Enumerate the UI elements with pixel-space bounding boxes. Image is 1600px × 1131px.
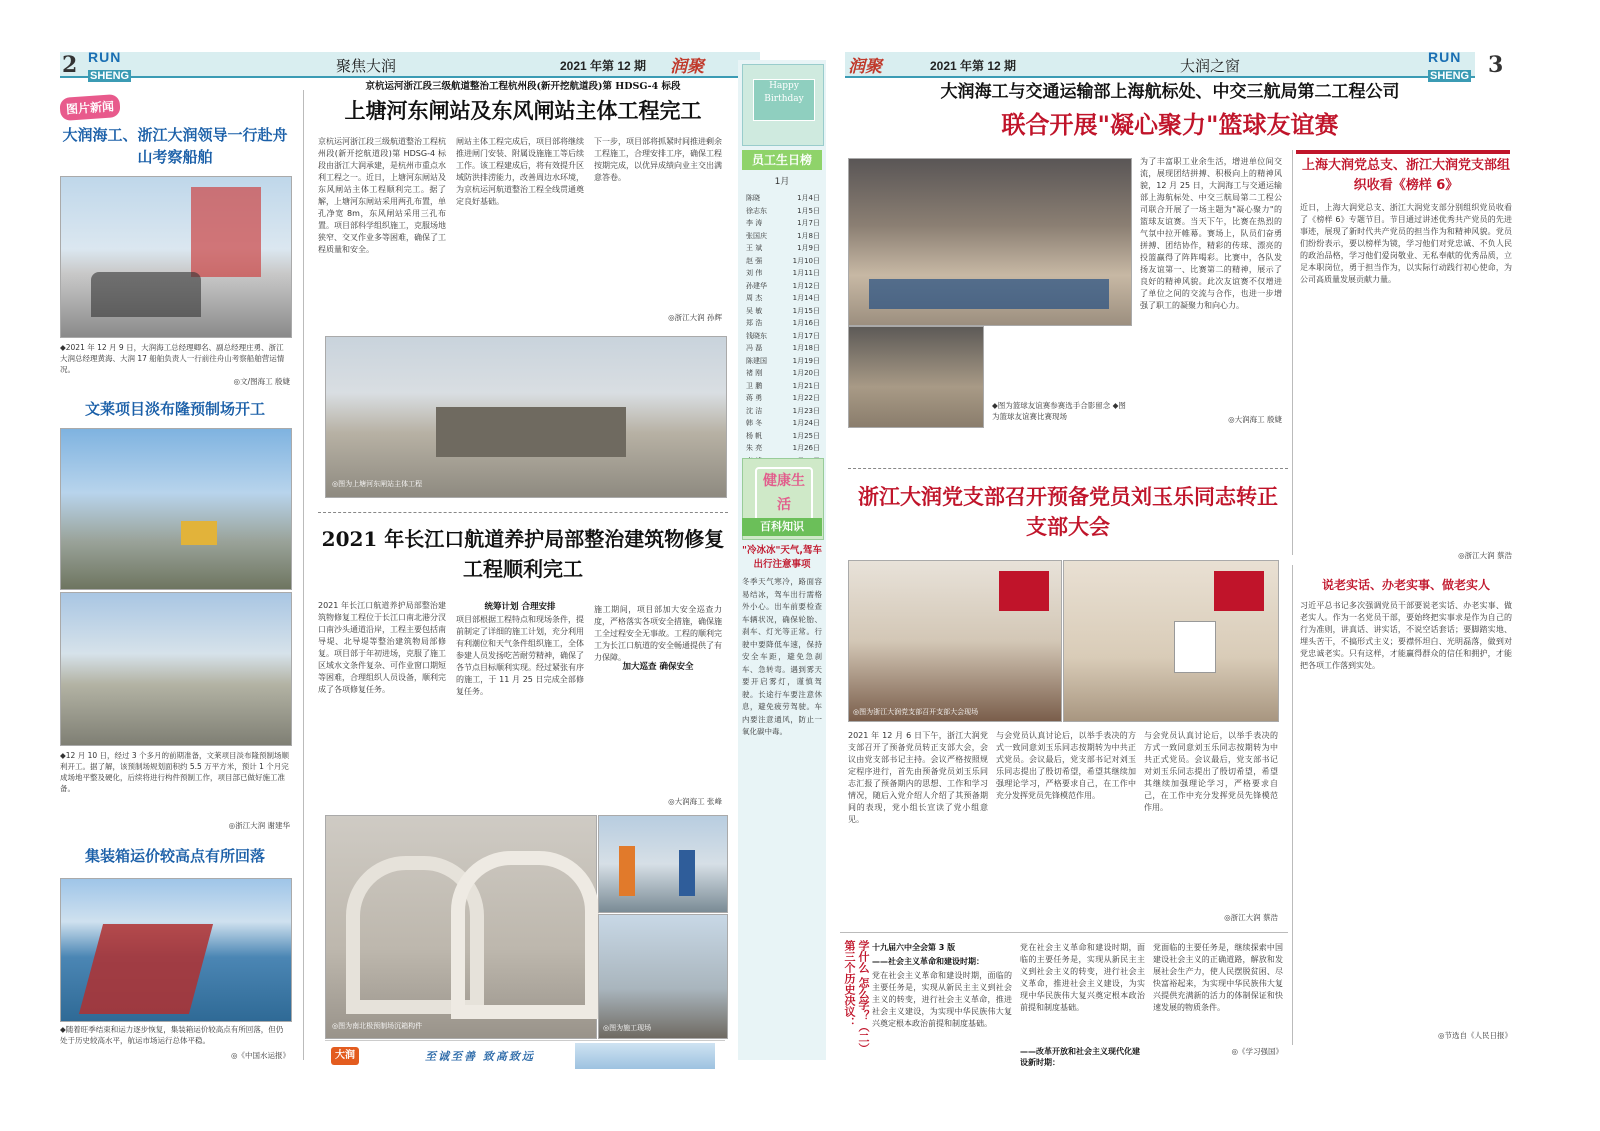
birthday-name: 李 涛 xyxy=(746,219,763,227)
article1-photo: ◎图为上塘河东闸站主体工程 xyxy=(325,336,727,498)
history-top-rule xyxy=(840,932,1288,933)
history-signature: ◎《学习强国》 xyxy=(1231,1047,1283,1056)
article2-subhead1: 统筹计划 合理安排 xyxy=(484,602,556,612)
article2-signature: ◎大润海工 张峰 xyxy=(668,797,722,806)
tip-body: 冬季天气寒冷，路面容易结冰，驾车出行需格外小心。出车前要检查车辆状况，确保轮胎、刹车、灯光等正常。行驶中要降低车速，保持安全车距，避免急刹车、急转弯。遇到雾天要开启雾灯，谨慎驾驶。长途行车要注意休息，避免疲劳驾驶。车内要注意通风，防止一氧化碳中毒。 xyxy=(742,577,822,736)
news2-photo-2 xyxy=(60,592,292,746)
left-header-bar xyxy=(60,49,760,82)
birthday-date: 1月25日 xyxy=(792,431,820,440)
honesty-title: 说老实话、办老实事、做老实人 xyxy=(1321,578,1490,592)
birthday-row xyxy=(744,380,822,393)
party-flag-2 xyxy=(1214,571,1264,611)
birthday-name: 赵 强 xyxy=(746,256,763,265)
news3-caption: ◆随着旺季结束和运力逐步恢复，集装箱运价较高点有所回落，但仍处于历史较高水平，航运市场运行总体平稳。 xyxy=(60,1025,284,1045)
birthday-month: 1月 xyxy=(774,177,790,187)
birthday-name: 杨 帆 xyxy=(746,431,763,440)
article1-kicker: 京杭运河浙江段三级航道整治工程杭州段(新开挖航道段)第 HDSG-4 标段 xyxy=(365,81,681,92)
footer-slogan: 至诚至善 致高致远 xyxy=(425,1050,535,1063)
birthday-row xyxy=(744,430,822,443)
birthday-name: 韩 冬 xyxy=(746,419,763,427)
article2-subhead2: 加大巡查 确保安全 xyxy=(622,662,694,672)
bangyang-body: 近日，上海大润党总支、浙江大润党支部分别组织党员收看了《榜样 6》专题节目。节目通过讲述优秀共产党员的先进事迹，展现了新时代共产党员的担当作为和精神风貌。党员们纷纷表示，要以榜样为镜，学习他们对党忠诚、不负人民的政治品格，学习他们爱岗敬业、无私奉献的优秀品质，立足本职岗位，勇于担当作为，以实际行动践行初心使命，为公司高质量发展贡献力量。 xyxy=(1300,203,1512,284)
birthday-row xyxy=(744,230,822,243)
article1-body-col2: 闸站主体工程完成后，项目部将继续推进闸门安装、附属设施施工等后续工作。该工程建成后，将有效提升区域防洪排涝能力，改善周边水环境，为京杭运河航道整治工程全线贯通奠定良好基础。 xyxy=(456,137,584,206)
birthday-date: 1月4日 xyxy=(797,194,820,202)
birthday-card xyxy=(742,64,824,146)
basketball-photo-caption: ◆图为篮球友谊赛参赛选手合影留念 ◆图为篮球友谊赛比赛现场 xyxy=(992,401,1126,421)
article2-photo-1: ◎图为南北极预制场沉箱构件 xyxy=(325,815,597,1039)
birthday-name: 陈晓 xyxy=(746,194,760,202)
history-sub1: ——社会主义革命和建设时期： xyxy=(872,957,984,966)
right-column-divider-2 xyxy=(1292,565,1293,1045)
history-body1: 党在社会主义革命和建设时期，面临的主要任务是，实现从新民主主义到社会主义的转变，进行社会主义革命，推进社会主义建设，为实现中华民族伟大复兴奠定根本政治前提和制度基础。 xyxy=(872,971,1012,1028)
birthday-name: 刘 伟 xyxy=(746,269,763,277)
article-divider xyxy=(318,512,728,513)
birthday-name: 朱 亮 xyxy=(746,444,763,452)
excavator xyxy=(181,521,217,545)
basketball-subtitle: 联合开展"凝心聚力"篮球友谊赛 xyxy=(1001,111,1339,139)
birthday-row xyxy=(744,405,822,418)
birthday-name: 卫 鹏 xyxy=(746,381,763,390)
news2-photo-1 xyxy=(60,428,292,590)
article2-title: 2021 年长江口航道养护局部整治建筑物修复工程顺利完工 xyxy=(321,527,725,581)
birthday-date: 1月23日 xyxy=(792,406,820,415)
birthday-row xyxy=(744,417,822,430)
birthday-title: 员工生日榜 xyxy=(742,150,822,170)
basketball-body: 为了丰富职工业余生活，增进单位间交流，展现团结拼搏、积极向上的精神风貌，12 月 25 日，大润海工与交通运输部上海航标处、中交三航局第二工程公司联合开展了一场主题为"凝心聚力"的篮球友谊赛。当天下午，比赛在热烈的气氛中拉开帷幕。赛场上，队员们奋勇拼搏、团结协作，精彩的传球、漂亮的投篮赢得了阵阵喝彩。比赛中，各队发扬友谊第一、比赛第二的精神，展示了良好的精神风貌。此次友谊赛不仅增进了单位之间的交流与合作，也进一步增强了职工的凝聚力和向心力。 xyxy=(1140,157,1282,310)
news1-caption: ◆2021 年 12 月 9 日，大润海工总经理卿名、副总经理庄勇、浙江大润总经理黄海、大润 17 船舶负责人一行前往舟山考察船舶营运情况。 xyxy=(60,343,285,374)
footer-skyline xyxy=(575,1043,715,1069)
bangyang-signature: ◎浙江大润 蔡浩 xyxy=(1458,551,1512,560)
right-column-rule xyxy=(1296,150,1510,154)
birthday-date: 1月17日 xyxy=(792,331,820,340)
birthday-row xyxy=(744,442,822,455)
right-section-title: 大润之窗 xyxy=(1180,57,1241,75)
birthday-date: 1月15日 xyxy=(792,306,820,315)
news1-signature: ◎文/图海工 殷婕 xyxy=(233,377,290,386)
ship-structure xyxy=(191,187,261,277)
birthday-date: 1月16日 xyxy=(792,319,820,327)
right-issue: 2021 年第 12 期 xyxy=(930,59,1017,73)
birthday-row xyxy=(744,292,822,305)
right-runsheng-logo: RUN SHENG xyxy=(1428,49,1470,82)
birthday-date: 1月18日 xyxy=(792,344,820,352)
birthday-date: 1月22日 xyxy=(792,394,820,402)
birthday-date: 1月26日 xyxy=(792,444,820,452)
worker-1 xyxy=(619,846,635,896)
birthday-date: 1月10日 xyxy=(792,256,820,265)
birthday-name: 钱晓东 xyxy=(746,331,767,340)
birthday-name: 褚 刚 xyxy=(746,369,763,377)
birthday-date: 1月9日 xyxy=(797,244,820,252)
article1-body-col3: 下一步，项目部将抓紧时间推进剩余工程施工，合理安排工序，确保工程按期完成，以优异成绩向业主交出满意答卷。 xyxy=(594,137,722,182)
health-subtitle: 百科知识 xyxy=(742,518,822,536)
birthday-name: 吴 敏 xyxy=(746,306,763,315)
birthday-row xyxy=(744,330,822,343)
birthday-row xyxy=(744,255,822,268)
right-page-number: 3 xyxy=(1488,52,1504,78)
left-runsheng-logo: RUN SHENG xyxy=(88,49,130,82)
birthday-name: 孙建华 xyxy=(746,281,767,290)
right-brand: 润聚 xyxy=(848,57,882,77)
party-flag xyxy=(999,571,1049,611)
history-body1-cont: 党在社会主义革命和建设时期，面临的主要任务是，实现从新民主主义到社会主义的转变，进行社会主义革命，推进社会主义建设，为实现中华民族伟大复兴奠定根本政治前提和制度基础。 xyxy=(1020,943,1145,1012)
party-title: 浙江大润党支部召开预备党员刘玉乐同志转正支部大会 xyxy=(858,485,1278,539)
tanker-ship xyxy=(79,924,213,1014)
ballot-box xyxy=(1174,621,1216,673)
birthday-row xyxy=(744,305,822,318)
bangyang-title: 上海大润党总支、浙江大润党支部组织收看《榜样 6》 xyxy=(1301,158,1510,193)
party-body-col2: 与会党员认真讨论后，以举手表决的方式一致同意刘玉乐同志按期转为中共正式党员。会议最后，党支部书记对刘玉乐同志提出了殷切希望，希望其继续加强理论学习，严格要求自己，在工作中充分发挥党员先锋模范作用。 xyxy=(996,731,1136,800)
birthday-date: 1月7日 xyxy=(797,219,820,227)
birthday-row xyxy=(744,355,822,368)
birthday-name: 张国庆 xyxy=(746,231,767,240)
history-body2: 党面临的主要任务是，继续探索中国建设社会主义的正确道路，解放和发展社会生产力，使人民摆脱贫困、尽快富裕起来，为实现中华民族伟大复兴提供充满新的活力的体制保证和快速发展的物质条件。 xyxy=(1153,943,1283,1012)
happy-birthday-graphic: Happy Birthday xyxy=(753,79,815,121)
birthday-row xyxy=(744,342,822,355)
birthday-name: 郑 浩 xyxy=(746,319,763,327)
birthday-row xyxy=(744,367,822,380)
honesty-signature: ◎节选自《人民日报》 xyxy=(1437,1031,1512,1040)
basketball-photo-1 xyxy=(848,158,1132,326)
news2-signature: ◎浙江大润 谢建华 xyxy=(228,821,290,830)
birthday-date: 1月11日 xyxy=(792,269,820,277)
article2-body-col2: 项目部根据工程特点和现场条件，提前制定了详细的施工计划，充分利用有利潮位和天气条件组织施工，全体参建人员发扬吃苦耐劳精神，确保了各节点目标顺利实现。经过紧张有序的施工，于 11 月 25 日完成全部修复任务。 xyxy=(456,615,584,696)
article2-body-col3a: 施工期间，项目部加大安全巡查力度，严格落实各项安全措施，确保施工全过程安全无事故。工程的顺利完工为长江口航道的安全畅通提供了有力保障。 xyxy=(594,605,722,662)
birthday-date: 1月14日 xyxy=(792,294,820,302)
health-life-graphic: 健康生活 xyxy=(755,467,813,525)
left-brand: 润聚 xyxy=(670,57,704,77)
left-footer-slogan-bar xyxy=(325,1040,725,1071)
news3-signature: ◎《中国水运报》 xyxy=(230,1051,290,1060)
left-section-title: 聚焦大润 xyxy=(336,57,397,75)
birthday-date: 1月20日 xyxy=(792,369,820,377)
birthday-row xyxy=(744,192,822,205)
birthday-date: 1月21日 xyxy=(792,381,820,390)
birthday-date: 1月8日 xyxy=(797,231,820,240)
article1-signature: ◎浙江大润 孙辉 xyxy=(668,313,722,322)
right-column-divider xyxy=(1292,150,1293,555)
birthday-row xyxy=(744,280,822,293)
birthday-date: 1月24日 xyxy=(792,419,820,427)
left-column-divider xyxy=(303,90,304,1060)
left-page-number: 2 xyxy=(62,52,78,78)
article1-title: 上塘河东闸站及东风闸站主体工程完工 xyxy=(344,98,702,123)
news1-photo xyxy=(60,176,292,338)
birthday-row xyxy=(744,392,822,405)
news2-caption: ◆12 月 10 日，经过 3 个多月的前期准备，文莱项目淡布隆预制场顺利开工。据了解，该预制场规划面积约 5.5 万平方米，预计 1 个月完成场地平整及硬化，后续将进行构件预制工作，项目部已做好施工准备。 xyxy=(60,751,290,793)
party-body-col1: 2021 年 12 月 6 日下午，浙江大润党支部召开了预备党员转正支部大会，会议由党支部书记主持。会议严格按照规定程序进行，首先由预备党员刘玉乐同志汇报了预备期内的思想、工作和学习情况，随后入党介绍人介绍了其预备期间的表现，党小组长宣读了党小组意见。 xyxy=(848,731,988,824)
tip-title: "冷冰冰"天气,驾车出行注意事项 xyxy=(742,545,823,570)
article2-photo-3: ◎图为施工现场 xyxy=(598,914,728,1039)
birthday-row xyxy=(744,217,822,230)
party-body-col3: 与会党员认真讨论后，以举手表决的方式一致同意刘玉乐同志按期转为中共正式党员。会议最后，党支部书记对刘玉乐同志提出了殷切希望，希望其继续加强理论学习，严格要求自己，在工作中充分发挥党员先锋模范作用。 xyxy=(1144,731,1278,812)
birthday-row xyxy=(744,267,822,280)
birthday-name: 蒋 勇 xyxy=(746,394,763,402)
news3-title: 集装箱运价较高点有所回落 xyxy=(84,847,265,865)
honesty-body: 习近平总书记多次强调党员干部要说老实话、办老实事、做老实人。作为一名党员干部，要始终把实事求是作为自己的行为准则，讲真话、讲实话，不说空话套话；要脚踏实地、埋头苦干，不搞形式主义；要襟怀坦白、光明磊落，做到对党忠诚老实。只有这样，才能赢得群众的信任和拥护，才能把各项工作落到实处。 xyxy=(1300,601,1512,670)
basketball-photo-2 xyxy=(848,326,984,428)
basketball-signature: ◎大润海工 殷婕 xyxy=(1228,415,1282,424)
birthday-name: 王 斌 xyxy=(746,244,763,252)
birthday-date: 1月5日 xyxy=(797,206,820,215)
basketball-title: 大润海工与交通运输部上海航标处、中交三航局第二工程公司 xyxy=(940,82,1400,102)
news3-photo xyxy=(60,878,292,1022)
team-group xyxy=(869,279,1109,309)
article2-body-col1: 2021 年长江口航道养护局部整治建筑物修复工程位于长江口南北港分汊口南沙头通道沿岸，工程主要包括南导堤、北导堤等整治建筑物局部修复。项目部于年初进场，克服了施工区域水文条件复杂、可作业窗口期短等困难，合理组织人员设备，顺利完成了各项修复任务。 xyxy=(318,601,446,694)
party-signature: ◎浙江大润 蔡浩 xyxy=(1224,913,1278,922)
birthday-row xyxy=(744,242,822,255)
history-sub2: ——改革开放和社会主义现代化建设新时期： xyxy=(1020,1047,1140,1067)
birthday-date: 1月12日 xyxy=(792,281,820,290)
sluice-gate xyxy=(436,407,626,457)
birthday-name: 沈 洁 xyxy=(746,406,763,415)
birthday-name: 徐志东 xyxy=(746,206,767,215)
people-group xyxy=(91,272,201,317)
concrete-arch-2 xyxy=(451,851,599,1019)
history-header: 十九届六中全会第 3 版 xyxy=(872,943,956,952)
party-photo-1: ◎图为浙江大润党支部召开支部大会现场 xyxy=(848,560,1062,722)
birthday-name: 周 杰 xyxy=(746,294,763,302)
mid-divider xyxy=(848,468,1288,469)
worker-2 xyxy=(679,850,695,896)
birthday-table xyxy=(744,192,822,467)
birthday-row xyxy=(744,317,822,330)
birthday-name: 陈建国 xyxy=(746,356,767,365)
news1-title: 大润海工、浙江大润领导一行赴舟山考察船舶 xyxy=(62,126,288,166)
birthday-date: 1月19日 xyxy=(792,356,820,365)
left-issue: 2021 年第 12 期 xyxy=(560,59,647,73)
birthday-row xyxy=(744,205,822,218)
article1-body-col1: 京杭运河浙江段三级航道整治工程杭州段(新开挖航道段)第 HDSG-4 标段由浙江大润承建，是杭州市重点水利工程之一。近日，上塘河东闸站及东风闸站主体工程顺利完工。据了解，上塘河东闸站采用两孔布置，单孔净宽 8m，东风闸站采用三孔布置。项目部科学组织施工，克服场地狭窄、交叉作业多等困难，确保了工程质量和安全。 xyxy=(318,137,446,254)
birthday-list xyxy=(744,192,822,467)
history-vertical-title: 学什么 怎么学？（二）第三个历史决议： xyxy=(843,940,870,1054)
article2-photo-2 xyxy=(598,815,728,913)
party-photo-2 xyxy=(1063,560,1279,722)
footer-logo: 大润 xyxy=(331,1047,359,1065)
birthday-name: 冯 磊 xyxy=(746,344,763,352)
news2-title: 文莱项目淡布隆预制场开工 xyxy=(84,400,265,418)
picture-news-label: 图片新闻 xyxy=(60,96,150,120)
